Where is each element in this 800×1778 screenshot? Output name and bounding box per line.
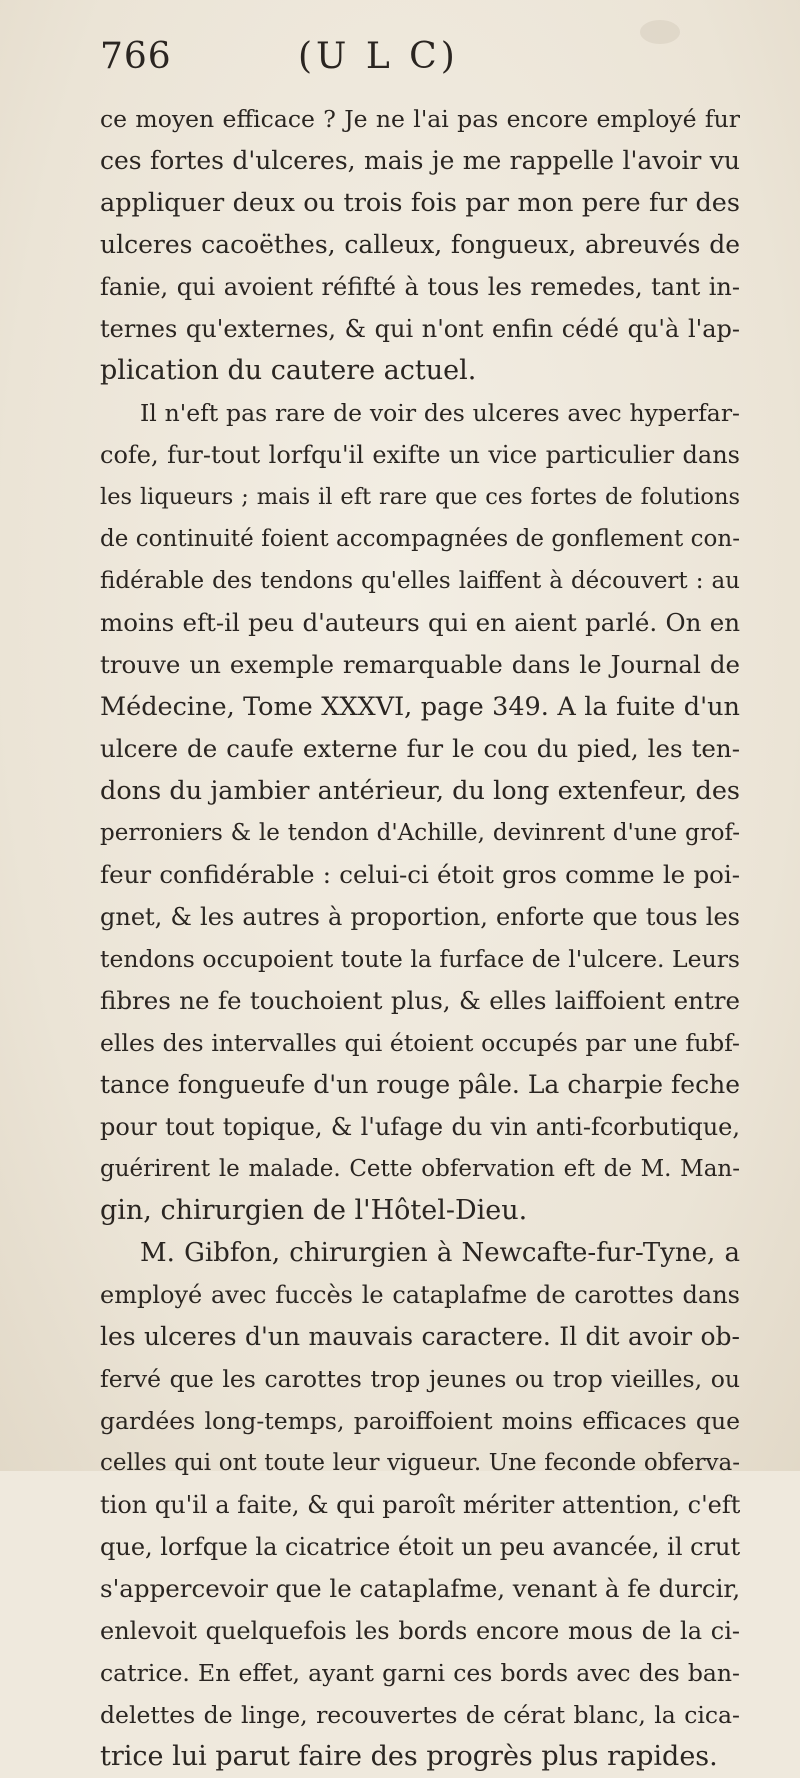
text-line: ulceres cacoëthes, calleux, fongueux, abreuvés de	[100, 230, 740, 259]
text-line: les ulceres d'un mauvais caractere. Il dit avoir ob-	[100, 1322, 740, 1351]
page-header	[100, 36, 740, 82]
text-line: pour tout topique, & l'ufage du vin anti-fcorbutique,	[100, 1113, 740, 1141]
text-line: celles qui ont toute leur vigueur. Une feconde obferva-	[100, 1450, 740, 1476]
text-line: ternes qu'externes, & qui n'ont enfin cédé qu'à l'ap-	[100, 315, 740, 343]
text-line: appliquer deux ou trois fois par mon pere fur des	[100, 188, 740, 218]
text-line: que, lorfque la cicatrice étoit un peu avancée, il crut	[100, 1533, 740, 1561]
body-text	[100, 98, 740, 1778]
text-line: de continuité foient accompagnées de gonflement con-	[100, 526, 740, 552]
text-line: tance fongueufe d'un rouge pâle. La charpie feche	[100, 1070, 740, 1099]
text-line: Médecine, Tome XXXVI, page 349. A la fuite d'un	[100, 692, 740, 722]
text-line: fibres ne fe touchoient plus, & elles laiffoient entre	[100, 986, 740, 1015]
text-line: fidérable des tendons qu'elles laiffent à découvert : au	[100, 568, 740, 594]
text-line: fanie, qui avoient réfifté à tous les remedes, tant in-	[100, 273, 740, 301]
text-line: gardées long-temps, paroiffoient moins efficaces que	[100, 1407, 740, 1435]
text-line: guérirent le malade. Cette obfervation eft de M. Man-	[100, 1156, 740, 1182]
running-head: (U L C)	[298, 36, 459, 77]
text-line: tion qu'il a faite, & qui paroît mériter attention, c'eft	[100, 1491, 740, 1519]
text-line: plication du cautere actuel.	[100, 355, 477, 386]
text-line: gnet, & les autres à proportion, enforte que tous les	[100, 903, 740, 931]
text-line: feur confidérable : celui-ci étoit gros comme le poi-	[100, 860, 740, 889]
text-line: ce moyen efficace ? Je ne l'ai pas encore employé fur	[100, 105, 740, 133]
text-line: tendons occupoient toute la furface de l'ulcere. Leurs	[100, 945, 740, 973]
paragraph-start: Il n'eft pas rare de voir des ulceres avec hyperfar-	[140, 399, 740, 427]
text-line: dons du jambier antérieur, du long extenfeur, des	[100, 776, 740, 806]
text-line: fervé que les carottes trop jeunes ou trop vieilles, ou	[100, 1365, 740, 1393]
text-line: s'appercevoir que le cataplafme, venant à fe durcir,	[100, 1574, 740, 1603]
text-line: delettes de linge, recouvertes de cérat blanc, la cica-	[100, 1701, 740, 1729]
text-line: cofe, fur-tout lorfqu'il exifte un vice particulier dans	[100, 441, 740, 469]
text-line: moins eft-il peu d'auteurs qui en aient parlé. On en	[100, 608, 740, 637]
text-line: catrice. En effet, ayant garni ces bords avec des ban-	[100, 1659, 740, 1687]
text-line: trice lui parut faire des progrès plus rapides.	[100, 1741, 718, 1772]
text-line: employé avec fuccès le cataplafme de carottes dans	[100, 1281, 740, 1309]
text-line: ces fortes d'ulceres, mais je me rappelle l'avoir vu	[100, 146, 740, 175]
text-line: enlevoit quelquefois les bords encore mous de la ci-	[100, 1617, 740, 1645]
text-line: elles des intervalles qui étoient occupés par une fubf-	[100, 1029, 740, 1057]
text-line: perroniers & le tendon d'Achille, devinrent d'une grof-	[100, 820, 740, 846]
paragraph-start: M. Gibfon, chirurgien à Newcafte-fur-Tyne, a	[140, 1238, 740, 1268]
text-line: trouve un exemple remarquable dans le Journal de	[100, 650, 740, 679]
page-number: 766	[100, 36, 172, 77]
text-line: gin, chirurgien de l'Hôtel-Dieu.	[100, 1195, 528, 1226]
text-line: les liqueurs ; mais il eft rare que ces fortes de folutions	[100, 484, 740, 510]
text-line: ulcere de caufe externe fur le cou du pied, les ten-	[100, 734, 740, 763]
